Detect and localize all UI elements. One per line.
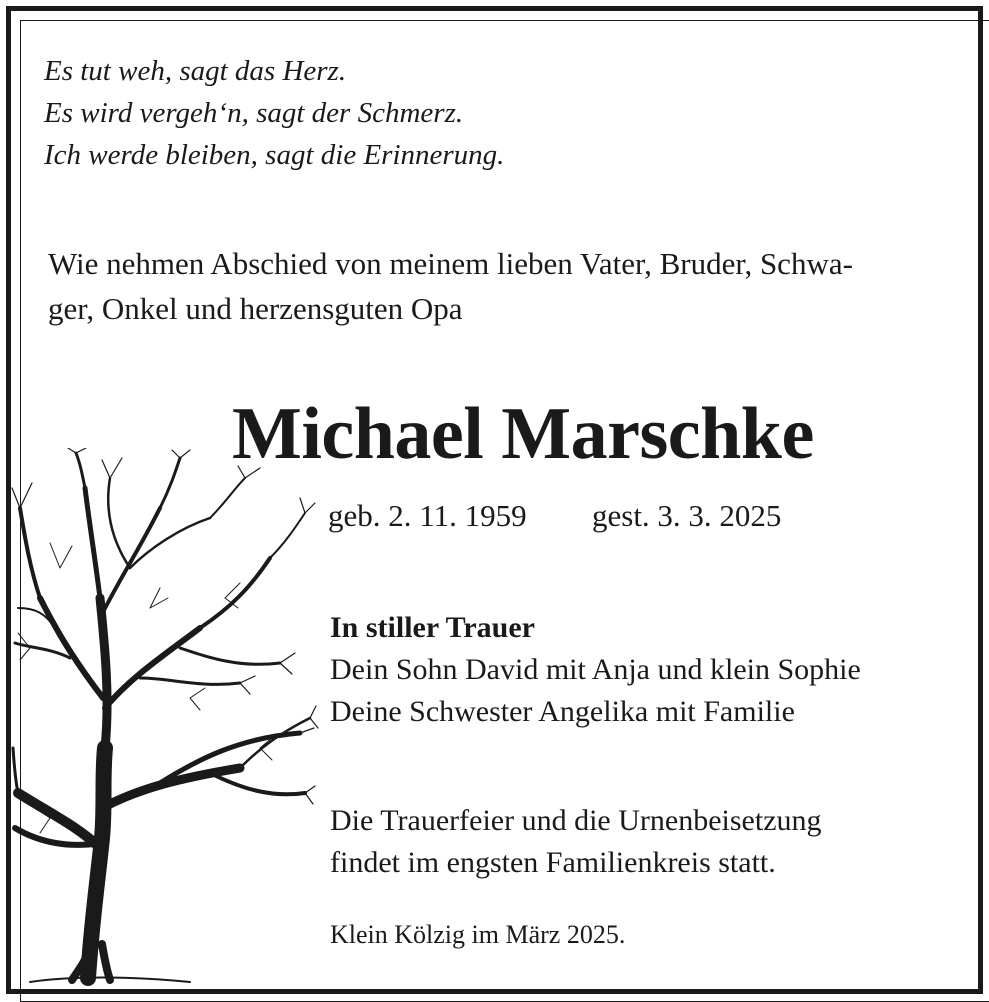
poem: [44, 50, 504, 176]
poem-line-3: Ich werde bleiben, sagt die Erinnerung.: [44, 139, 505, 171]
bare-tree-icon: [10, 448, 320, 988]
birth-date: geb. 2. 11. 1959: [328, 498, 527, 533]
ceremony-line-1: Die Trauerfeier und die Urnenbeisetzung: [330, 804, 822, 837]
place-date: Klein Kölzig im März 2025.: [330, 920, 626, 949]
ceremony-notice: [330, 800, 822, 884]
death-date: gest. 3. 3. 2025: [592, 498, 782, 533]
intro-line-2: ger, Onkel und herzensguten Opa: [48, 291, 463, 326]
poem-line-1: Es tut weh, sagt das Herz.: [44, 55, 347, 87]
tree-branches: [12, 448, 318, 982]
intro-text: [48, 241, 948, 331]
ceremony-line-2: findet im engsten Familienkreis statt.: [330, 846, 776, 879]
intro-line-1: Wie nehmen Abschied von meinem lieben Vater, Bruder, Schwa-: [48, 246, 853, 281]
mourner-line-1: Dein Sohn David mit Anja und klein Sophie: [330, 653, 861, 686]
poem-line-2: Es wird vergeh‘n, sagt der Schmerz.: [44, 97, 464, 129]
deceased-name: Michael Marschke: [232, 393, 814, 475]
mourners-heading: In stiller Trauer: [330, 611, 535, 644]
mourners-block: [330, 607, 861, 733]
mourner-line-2: Deine Schwester Angelika mit Familie: [330, 695, 795, 728]
